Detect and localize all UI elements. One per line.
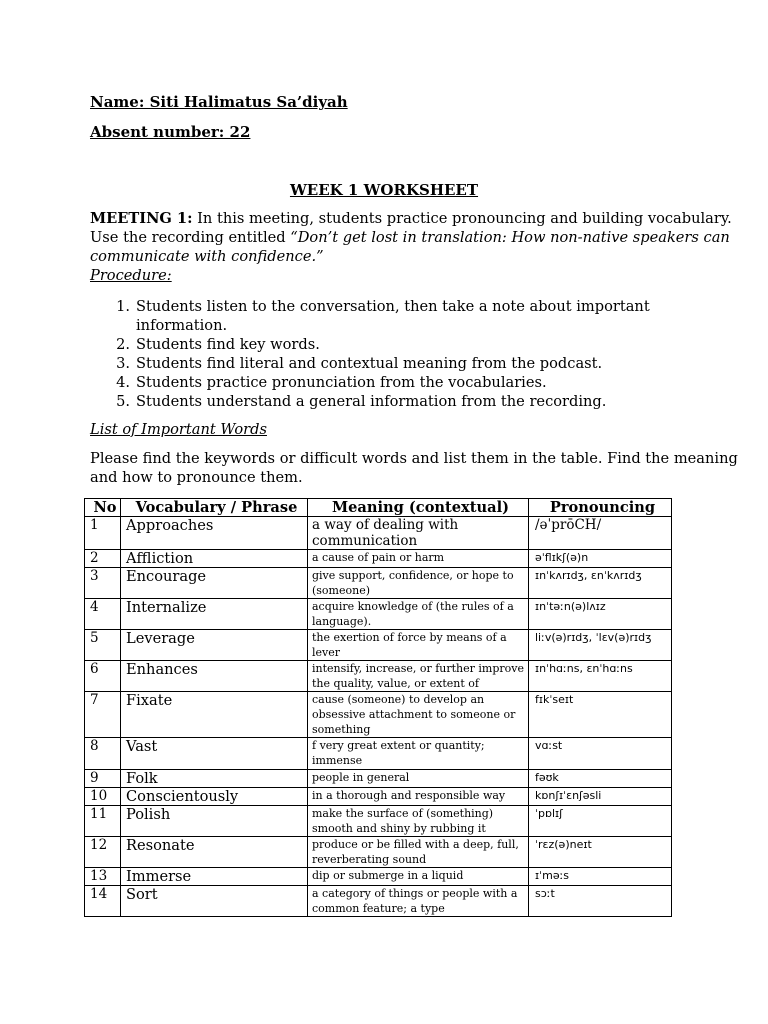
row-number: 11 <box>85 806 121 837</box>
meaning-text: a way of dealing with communication <box>308 517 529 550</box>
row-number: 6 <box>85 661 121 692</box>
recording-title-part-2: communicate with confidence.” <box>90 248 324 265</box>
pronunciation: vɑːst <box>529 738 672 770</box>
absent-number: Absent number: 22 <box>90 123 251 141</box>
vocabulary-word: Leverage <box>121 630 308 661</box>
table-row <box>85 661 672 692</box>
table-row <box>85 550 672 568</box>
meeting-text-2a: Use the recording entitled <box>90 229 291 246</box>
pronunciation: kɒnʃɪˈɛnʃəsli <box>529 788 672 806</box>
header-vocabulary: Vocabulary / Phrase <box>121 499 308 517</box>
meaning-text: intensify, increase, or further improve the quality, value, or extent of <box>308 661 529 692</box>
vocabulary-word: Conscientously <box>121 788 308 806</box>
meaning-text: dip or submerge in a liquid <box>308 868 529 886</box>
vocabulary-table <box>84 498 672 917</box>
meaning-text: give support, confidence, or hope to (someone) <box>308 568 529 599</box>
meaning-text: f very great extent or quantity; immense <box>308 738 529 770</box>
table-row <box>85 517 672 550</box>
table-row <box>85 806 672 837</box>
meeting-label: MEETING 1: <box>90 210 193 227</box>
table-row <box>85 886 672 917</box>
procedure-heading: Procedure: <box>90 267 172 284</box>
meeting-line-1 <box>90 210 732 228</box>
row-number: 5 <box>85 630 121 661</box>
table-row <box>85 770 672 788</box>
table-row <box>85 630 672 661</box>
vocabulary-word: Folk <box>121 770 308 788</box>
vocabulary-word: Encourage <box>121 568 308 599</box>
table-body <box>85 517 672 917</box>
meaning-text: produce or be filled with a deep, full, reverberating sound <box>308 837 529 868</box>
row-number: 12 <box>85 837 121 868</box>
procedure-step: 4. Students practice pronunciation from the vocabularies. <box>116 374 547 391</box>
meaning-text: a cause of pain or harm <box>308 550 529 568</box>
pronunciation: sɔːt <box>529 886 672 917</box>
row-number: 3 <box>85 568 121 599</box>
header-no: No <box>85 499 121 517</box>
vocabulary-word: Sort <box>121 886 308 917</box>
table-row <box>85 868 672 886</box>
vocabulary-word: Internalize <box>121 599 308 630</box>
pronunciation: /əˈprōCH/ <box>529 517 672 550</box>
pronunciation: ɪnˈtəːn(ə)lʌɪz <box>529 599 672 630</box>
pronunciation: ɪnˈkʌrɪdʒ, ɛnˈkʌrɪdʒ <box>529 568 672 599</box>
meaning-text: acquire knowledge of (the rules of a language). <box>308 599 529 630</box>
row-number: 7 <box>85 692 121 738</box>
vocabulary-word: Resonate <box>121 837 308 868</box>
procedure-step: 3. Students find literal and contextual meaning from the podcast. <box>116 355 603 372</box>
meaning-text: cause (someone) to develop an obsessive attachment to someone or something <box>308 692 529 738</box>
instruction-line-2: and how to pronounce them. <box>90 469 303 486</box>
row-number: 13 <box>85 868 121 886</box>
row-number: 1 <box>85 517 121 550</box>
student-name: Name: Siti Halimatus Sa’diyah <box>90 93 348 111</box>
pronunciation: fɪkˈseɪt <box>529 692 672 738</box>
procedure-step: 2. Students find key words. <box>116 336 320 353</box>
header-pronouncing: Pronouncing <box>529 499 672 517</box>
meaning-text: the exertion of force by means of a lever <box>308 630 529 661</box>
table-row <box>85 788 672 806</box>
vocabulary-word: Immerse <box>121 868 308 886</box>
pronunciation: ˈrɛz(ə)neɪt <box>529 837 672 868</box>
pronunciation: əˈflɪkʃ(ə)n <box>529 550 672 568</box>
vocabulary-word: Affliction <box>121 550 308 568</box>
procedure-step: 5. Students understand a general information from the recording. <box>116 393 607 410</box>
table-row <box>85 738 672 770</box>
meaning-text: in a thorough and responsible way <box>308 788 529 806</box>
table-row <box>85 837 672 868</box>
instruction-line-1: Please find the keywords or difficult words and list them in the table. Find the meaning <box>90 450 738 467</box>
row-number: 14 <box>85 886 121 917</box>
procedure-step: 1. Students listen to the conversation, then take a note about important information. <box>116 298 650 334</box>
meaning-text: make the surface of (something) smooth and shiny by rubbing it <box>308 806 529 837</box>
vocabulary-word: Vast <box>121 738 308 770</box>
row-number: 10 <box>85 788 121 806</box>
pronunciation: liːv(ə)rɪdʒ, ˈlɛv(ə)rɪdʒ <box>529 630 672 661</box>
table-header-row <box>85 499 672 517</box>
header-meaning: Meaning (contextual) <box>308 499 529 517</box>
vocabulary-word: Approaches <box>121 517 308 550</box>
table-row <box>85 599 672 630</box>
meaning-text: a category of things or people with a common feature; a type <box>308 886 529 917</box>
pronunciation: fəʊk <box>529 770 672 788</box>
row-number: 2 <box>85 550 121 568</box>
vocabulary-word: Fixate <box>121 692 308 738</box>
procedure-list <box>118 297 650 411</box>
meaning-text: people in general <box>308 770 529 788</box>
meeting-text-1: In this meeting, students practice pronouncing and building vocabulary. <box>192 210 732 227</box>
row-number: 8 <box>85 738 121 770</box>
pronunciation: ɪˈməːs <box>529 868 672 886</box>
worksheet-title: WEEK 1 WORKSHEET <box>289 181 479 199</box>
vocabulary-word: Enhances <box>121 661 308 692</box>
row-number: 9 <box>85 770 121 788</box>
list-heading: List of Important Words <box>90 421 267 438</box>
table-row <box>85 692 672 738</box>
table-row <box>85 568 672 599</box>
pronunciation: ɪnˈhɑːns, ɛnˈhɑːns <box>529 661 672 692</box>
row-number: 4 <box>85 599 121 630</box>
meeting-line-2 <box>90 229 730 247</box>
pronunciation: ˈpɒlɪʃ <box>529 806 672 837</box>
recording-title-part-1: “Don’t get lost in translation: How non-native speakers can <box>290 229 730 246</box>
vocabulary-word: Polish <box>121 806 308 837</box>
